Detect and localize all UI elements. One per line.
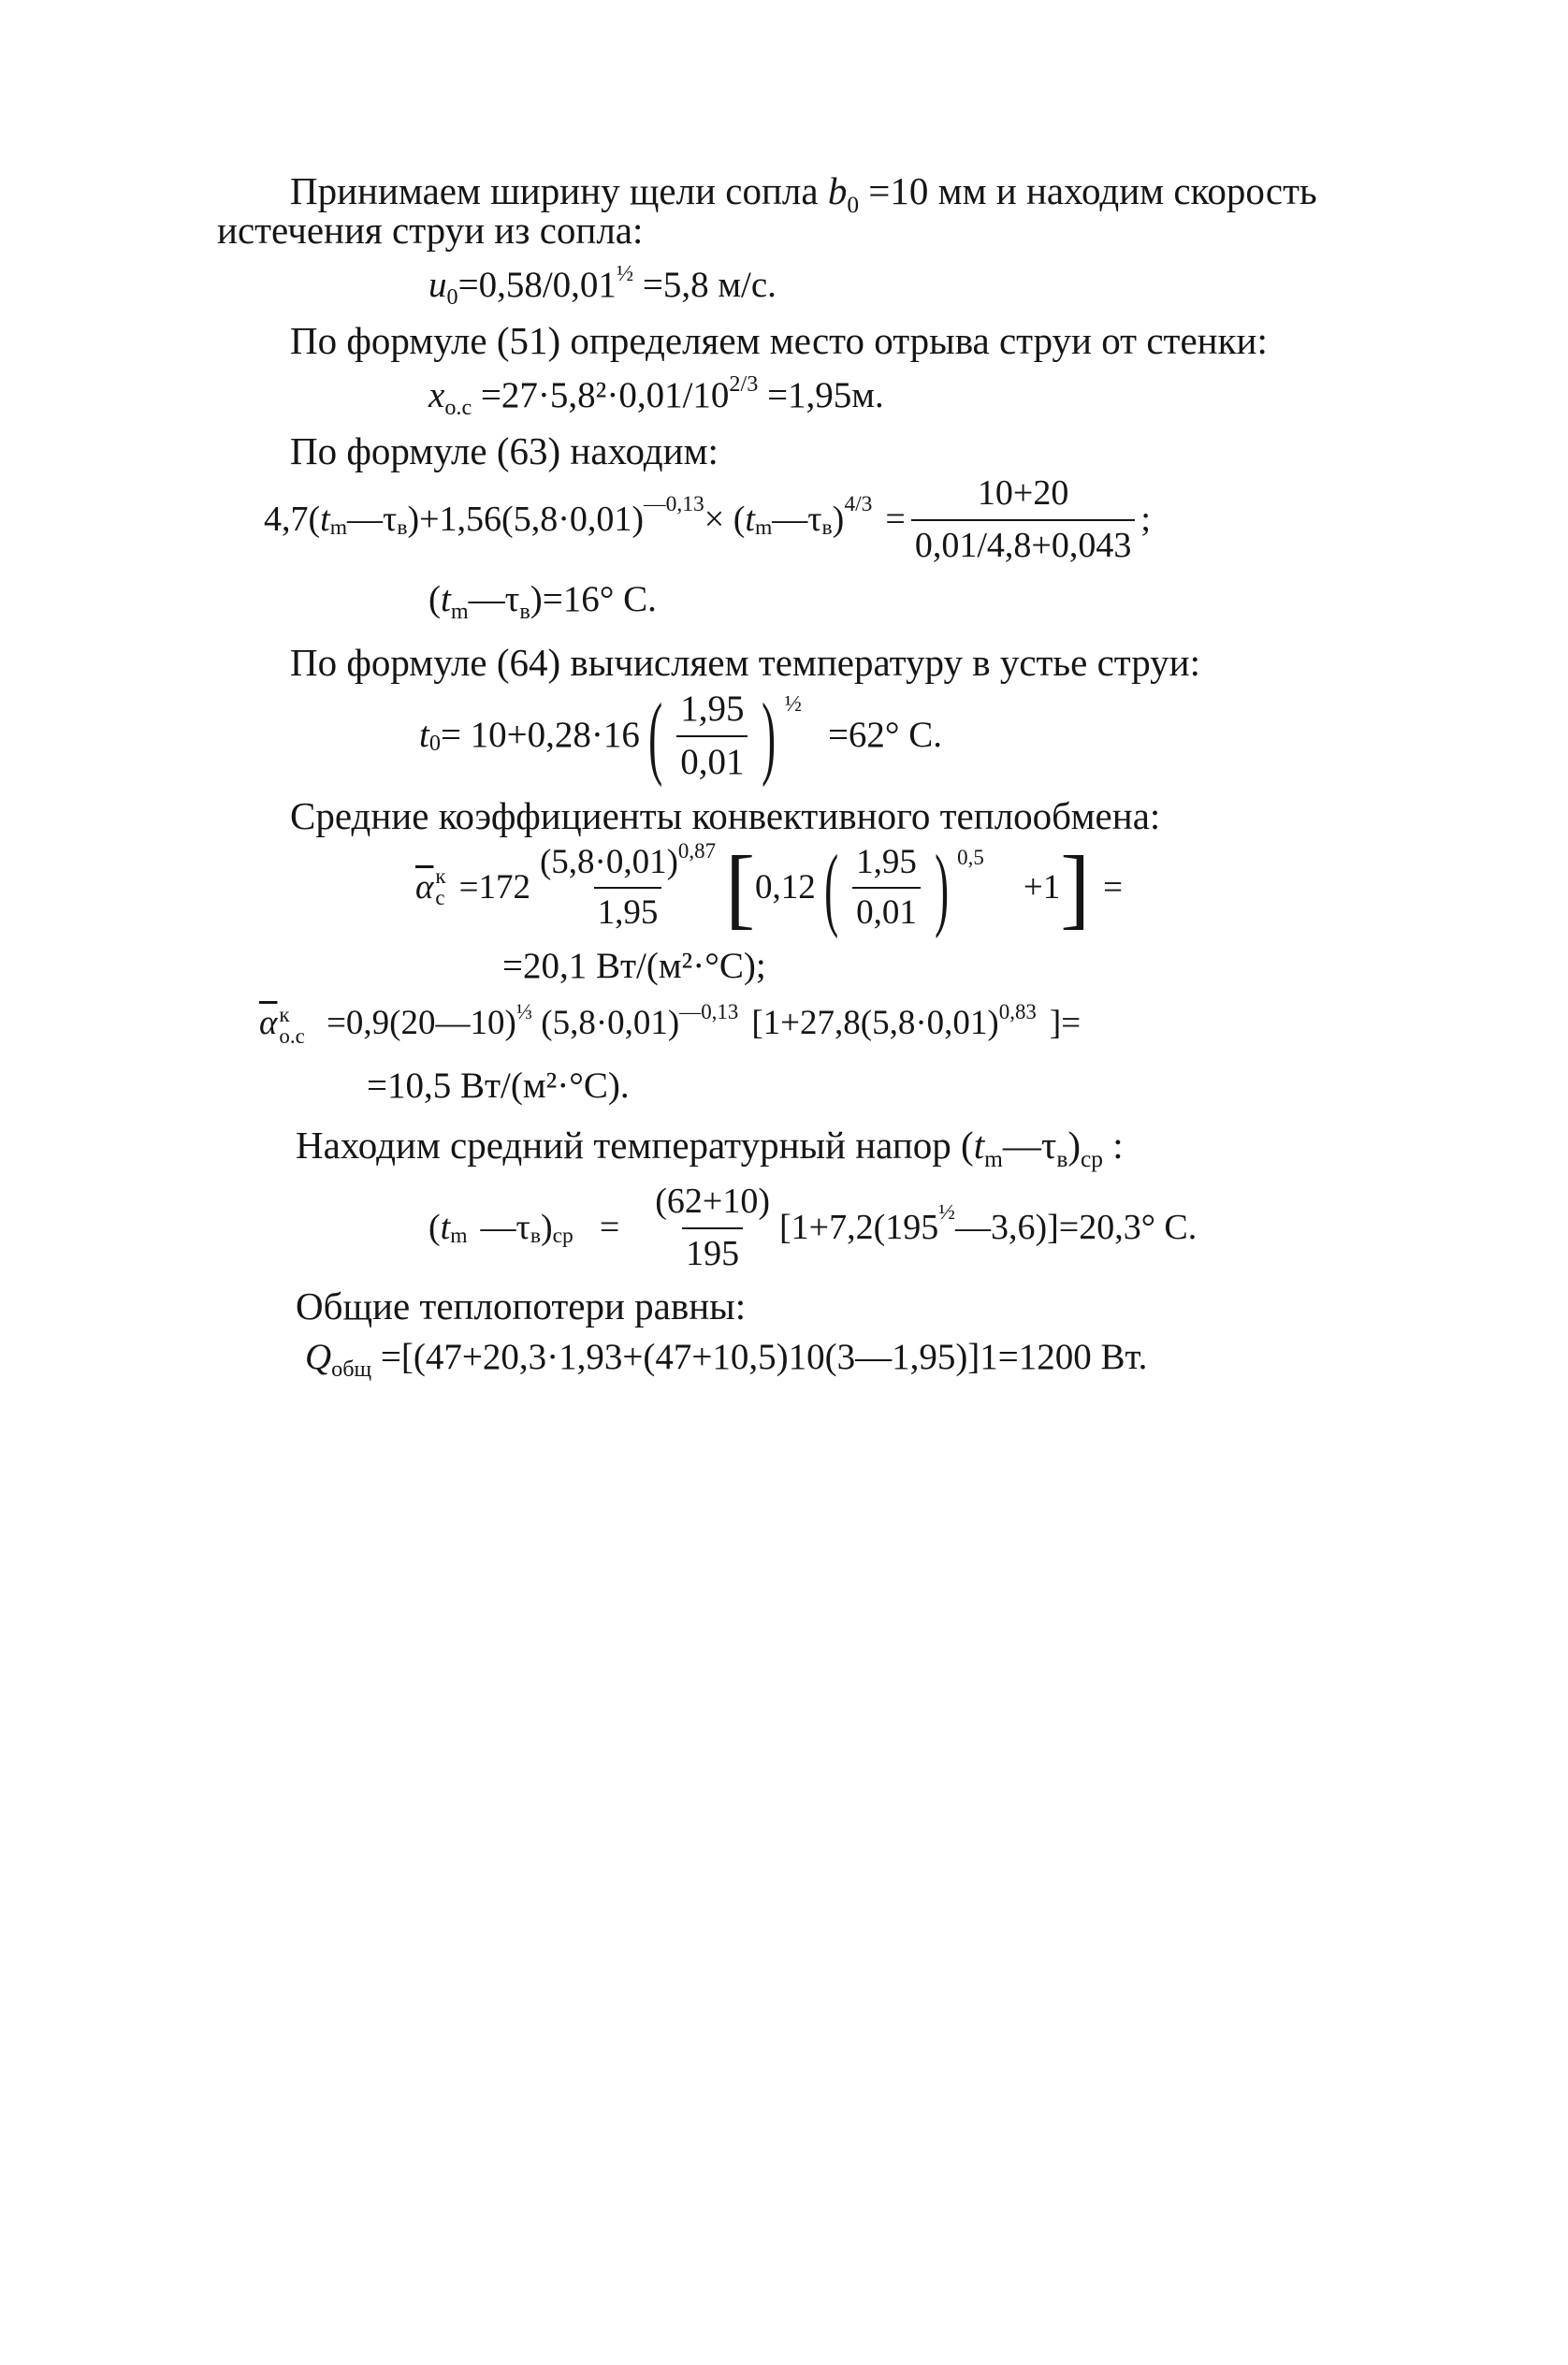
paragraph-formula-64: По формуле (64) вычисляем температуру в устье струи: [290, 641, 1200, 684]
fraction-alpha-c: $\frac{(5,8\cdot 0,01)^{0,87}}{1,95}$ [536, 842, 719, 935]
equation-separation-point: $x_{о.с} =27\cdot 5,8^2\cdot 0,01/10^{2/3} =1,95м$. [428, 371, 884, 421]
equation-alpha-c-result: =20,1 Вт/(м²·°С); [502, 946, 766, 986]
paragraph-formula-51: По формуле (51) определяем место отрыва струи от стенки: [290, 319, 1268, 362]
paragraph-total-losses: Общие теплопотери равны: [296, 1284, 747, 1328]
paragraph-nozzle-width: Принимаем ширину щели сопла $b_0 =10$ мм и находим скорость [290, 169, 1317, 218]
equation-total-losses: $Q_{общ}$ =[(47+20,3·1,93+(47+10,5)10(3—1,95)]1=1200 Вт. [305, 1337, 1148, 1383]
equation-alpha-oc: $\overline{\alpha}$ к о.с =0,9(20—10)$^{\frac{1}{3}}$ $(5,8\cdot 0,01)^{—0,13}$ [$1+27,8(5,8\cdot 0,01)^{0,83}$ ]= [259, 999, 1082, 1048]
equation-alpha-c: $\overline{\alpha}$ к с =172 $\frac{(5,8\cdot 0,01)^{0,87}}{1,95}$ [ 0,12 ( $\frac{1,95}{0,01}$ ) $^{0,5}$ +1 ] = [415, 835, 1124, 940]
fraction-mean-temp-head: $\frac{(62+10)}{195}$ [651, 1181, 774, 1275]
equation-formula-63: 4,7( t $_m$ —τ $_в$ )+1,56(5,8·0,01) $^{—0,13}$ × ( t $_m$ —τ $_в$ ) $^{4/3}$ = $\frac{10+20}{0,01/4,8+0,043}$ ; [264, 472, 1151, 567]
equation-jet-temperature: t $_0$ = 10+0,28·16 ( $\frac{1,95}{0,01}$ ) $^{\frac{1}{2}}$ =62° С. [419, 683, 943, 788]
equation-temp-difference: $(t_m—\tau_в)=16^\circ$ С. [428, 579, 657, 625]
equation-velocity: $u_0=0,58/0,01^{\frac{1}{2}} =5,8$ м/с. [428, 261, 777, 311]
equation-alpha-oc-result: =10,5 Вт/(м²·°С). [367, 1066, 630, 1106]
paragraph-mean-temp-head: Находим средний температурный напор $(t_m—\tau_в)_{ср}$ : [296, 1124, 1124, 1172]
fraction-formula-63: $\frac{10+20}{0,01/4,8+0,043}$ [911, 472, 1136, 567]
equation-mean-temp-head: ( t $_m$ —τ $_в$ ) $_{ср}$ = $\frac{(62+10)}{195}$ [1+7,2(195 $^{\frac{1}{2}}$ —3,6)]=20,3° С. [428, 1181, 1197, 1275]
paragraph-formula-63: По формуле (63) находим: [290, 429, 719, 472]
fraction-jet-temperature: $\frac{1,95}{0,01}$ [676, 688, 748, 785]
paragraph-nozzle-width-cont: истечения струи из сопла: [217, 209, 644, 252]
fraction-alpha-c-inner: $\frac{1,95}{0,01}$ [852, 842, 921, 935]
paragraph-coefficients: Средние коэффициенты конвективного теплообмена: [290, 794, 1161, 837]
